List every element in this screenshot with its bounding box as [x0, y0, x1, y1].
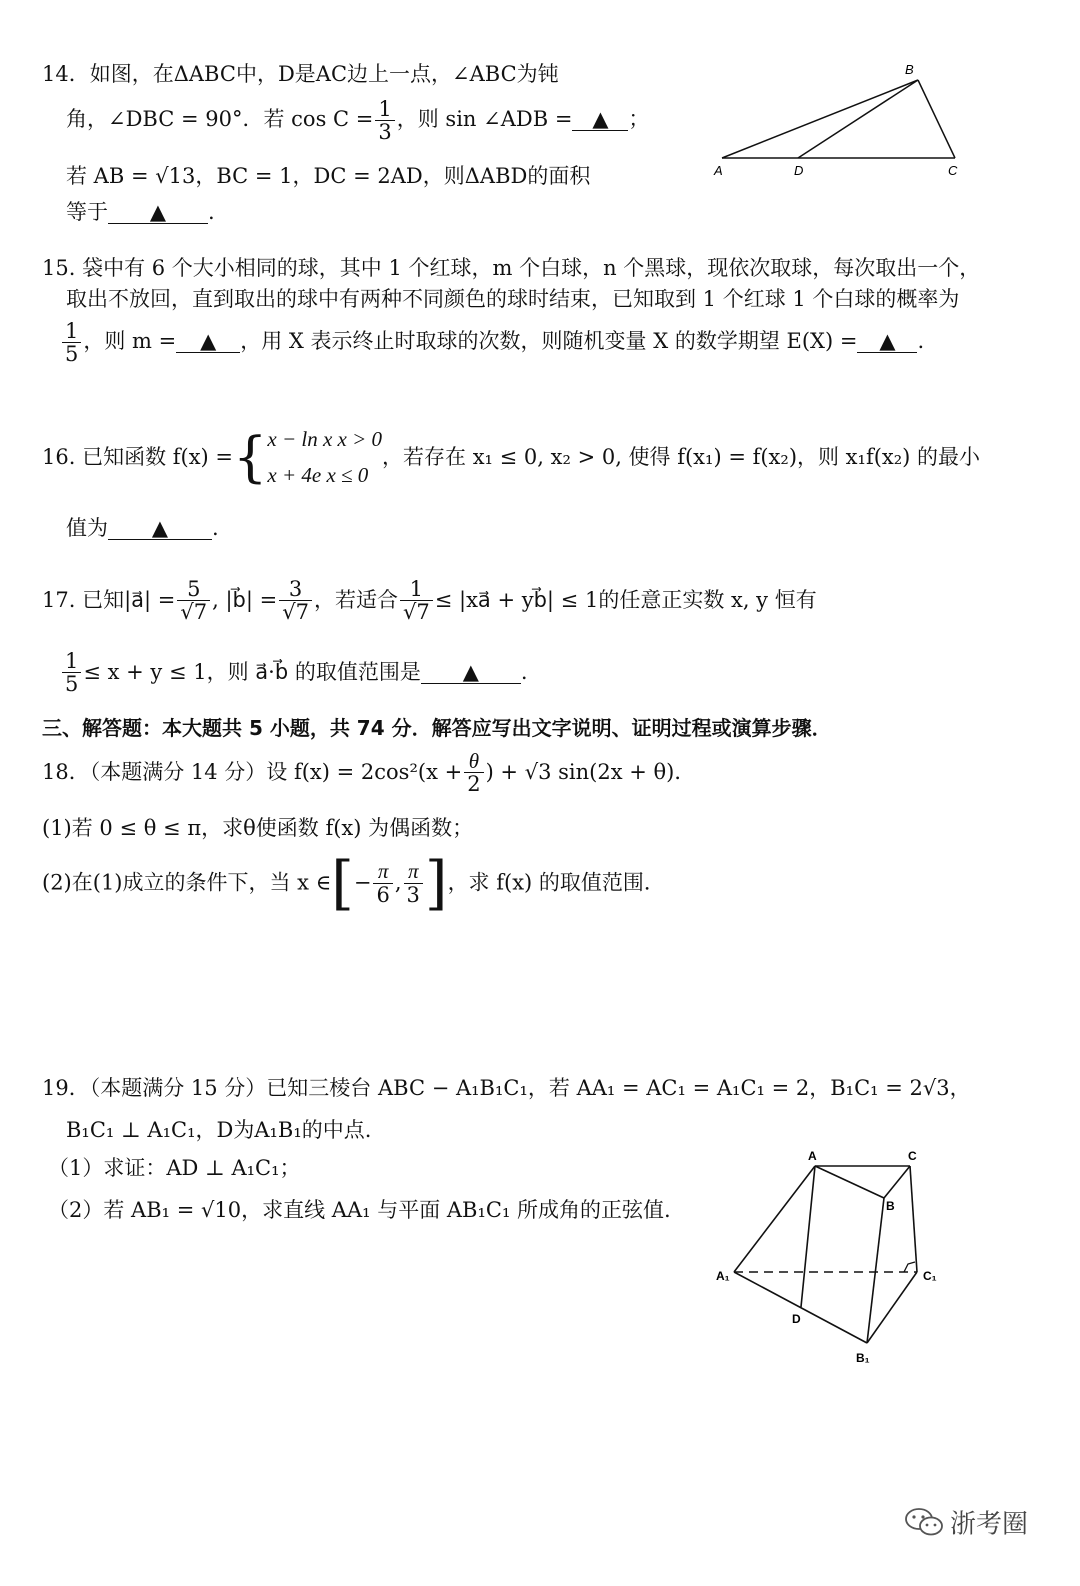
q18-interval-left [373, 860, 392, 905]
q15-line1: 15. 袋中有 6 个大小相同的球，其中 1 个红球，m 个白球，n 个黑球，现依次取球，每次取出一个， [42, 256, 981, 280]
q14-label-b: B [905, 62, 914, 77]
q16-line1 [42, 422, 980, 493]
q18-part2: (2)在(1)成立的条件下，当 x ∈[− $\frac{\pi}{6}$ , $\frac{\pi}{3}$ ]，求 f(x) 的取值范围． [42, 849, 665, 917]
q19-edge-ab [815, 1166, 884, 1198]
q14-line2-text-b: ，则 sin ∠ADB = [396, 107, 573, 132]
q19-label-c1: C₁ [923, 1269, 937, 1283]
q16-brace: { [233, 425, 268, 489]
q15-blank-1: ▲ [176, 331, 240, 353]
q19-edge-bc [884, 1166, 910, 1198]
q17-f2-den: √7 [282, 600, 309, 625]
q15-frac-den: 5 [65, 342, 79, 367]
q18-fraction [464, 750, 483, 795]
q18-line1 [42, 750, 695, 795]
q18-int-left-num: π [373, 860, 392, 883]
q17-f4-den: 5 [65, 672, 79, 697]
q16-line2-text: 值为 [66, 516, 108, 540]
q17-line1 [42, 578, 817, 623]
q18-line1-text-b: ) + √3 sin(2x + θ)． [485, 760, 696, 785]
q14-line4-text: 等于 [66, 200, 108, 224]
q17-f3-num: 1 [400, 578, 433, 601]
q17-fraction-3 [400, 578, 433, 623]
q19-frustum-figure [712, 1140, 952, 1370]
q14-label-c: C [948, 163, 958, 178]
q16-cases [267, 422, 382, 493]
q14-line4: 等于 ▲ . [66, 200, 215, 224]
q17-f4-num: 1 [62, 650, 81, 673]
q19-right-angle-mark [904, 1262, 915, 1272]
q14-fraction [375, 98, 394, 143]
q19-edge-cc1 [910, 1166, 917, 1272]
q14-segment-ab [722, 80, 918, 158]
q18-frac-den: 2 [467, 772, 481, 797]
q15-fraction [62, 320, 81, 365]
q16-prefix: 16. 已知函数 f(x) = [42, 445, 234, 470]
q14-blank-1: ▲ [572, 109, 628, 131]
q15-blank-2: ▲ [857, 331, 917, 353]
q14-label-d: D [794, 163, 804, 178]
q15-line3: $\frac{1}{5}$ ，则 m = ▲ ，用 X 表示终止时取球的次数，则随机变量 X 的数学期望 E(X) = ▲ . [60, 320, 924, 365]
q18-part2-text-b: ，求 f(x) 的取值范围． [447, 870, 665, 895]
q18-frac-num: θ [464, 750, 483, 773]
q18-part2-text-a: (2)在(1)成立的条件下，当 x ∈ [42, 870, 332, 895]
q14-frac-den: 3 [378, 120, 392, 145]
q16-suffix: ，若存在 x₁ ≤ 0, x₂ > 0, 使得 f(x₁) = f(x₂)，则 x₁f(x₂) 的最小 [382, 445, 981, 470]
q17-fraction-2 [279, 578, 312, 623]
q18-line1-text-a: 18．（本题满分 14 分）设 f(x) = 2cos²(x + [42, 760, 463, 785]
q17-line2-text: ≤ x + y ≤ 1，则 a⃗·b⃗ 的取值范围是 [83, 660, 421, 685]
q14-triangle-figure [710, 58, 970, 183]
q18-int-left-den: 6 [376, 882, 390, 907]
q16-line2: 值为 ▲ . [66, 516, 219, 540]
q19-edge-aa1 [734, 1166, 815, 1272]
q14-frac-num: 1 [375, 98, 394, 121]
q14-segment-bd [798, 80, 918, 158]
q19-part1: （1）求证：AD ⊥ A₁C₁； [48, 1156, 301, 1180]
q18-bracket-right: ] [424, 849, 448, 917]
q16-case-2: x + 4e x ≤ 0 [267, 462, 369, 487]
q15-line2: 取出不放回，直到取出的球中有两种不同颜色的球时结束，已知取到 1 个红球 1 个白球的概率为 [66, 287, 960, 311]
q18-int-right-num: π [404, 860, 423, 883]
q15-line3-text-a: ，则 m = [83, 329, 177, 354]
q17-f3-den: √7 [402, 600, 430, 625]
q15-line3-text-b: ，用 X 表示终止时取球的次数，则随机变量 X 的数学期望 E(X) = [240, 329, 858, 354]
q17-mid3: ，若适合 [313, 588, 398, 613]
q17-mid1: |a⃗| = [124, 588, 176, 613]
q19-label-d: D [792, 1312, 801, 1326]
q18-part1: (1)若 0 ≤ θ ≤ π，求θ使函数 f(x) 为偶函数； [42, 816, 474, 840]
q14-blank-2: ▲ [108, 202, 208, 224]
q17-f1-den: √7 [180, 600, 208, 625]
watermark [904, 1506, 1028, 1543]
q17-mid4: ≤ |xa⃗ + yb⃗| ≤ 1的任意正实数 x, y 恒有 [434, 588, 817, 613]
q16-blank: ▲ [108, 518, 212, 540]
q19-line1: 19．（本题满分 15 分）已知三棱台 ABC − A₁B₁C₁，若 AA₁ = AC₁ = A₁C₁ = 2，B₁C₁ = 2√3， [42, 1076, 971, 1100]
q19-line2: B₁C₁ ⊥ A₁C₁，D为A₁B₁的中点. [66, 1118, 372, 1142]
q14-line3: 若 AB = √13，BC = 1，DC = 2AD，则ΔABD的面积 [66, 164, 591, 188]
q16-case-1: x − ln x x > 0 [267, 427, 383, 451]
q18-bracket-left: [ [331, 849, 354, 917]
q14-line2: 角，∠DBC = 90°．若 cos C = $\frac{1}{3}$ ，则 sin ∠ADB = ▲ ； [66, 97, 650, 145]
q19-label-a1: A₁ [716, 1269, 730, 1283]
q14-segment-bc [918, 80, 955, 158]
q17-blank: ▲ [421, 662, 521, 684]
q14-line2-text-a: 角，∠DBC = 90°．若 cos C = [66, 107, 374, 132]
wechat-icon [904, 1506, 944, 1543]
q19-part2: （2）若 AB₁ = √10，求直线 AA₁ 与平面 AB₁C₁ 所成角的正弦值. [48, 1198, 671, 1222]
q17-f2-num: 3 [279, 578, 312, 601]
watermark-text: 浙考圈 [950, 1509, 1029, 1540]
q19-label-c: C [908, 1149, 917, 1163]
q17-f1-num: 5 [177, 578, 210, 601]
q18-interval-right [404, 860, 423, 905]
q14-line1: 14．如图，在ΔABC中，D是AC边上一点，∠ABC为钝 [42, 62, 559, 86]
q17-fraction-4 [62, 650, 81, 695]
q17-mid2: , |b⃗| = [212, 588, 278, 613]
q19-label-a: A [808, 1149, 817, 1163]
q19-label-b1: B₁ [856, 1351, 870, 1365]
q15-frac-num: 1 [62, 320, 81, 343]
q17-line2: $\frac{1}{5}$ ≤ x + y ≤ 1，则 a⃗·b⃗ 的取值范围是 ▲ . [60, 650, 528, 695]
q19-segment-ad [801, 1166, 815, 1307]
q17-fraction-1 [177, 578, 210, 623]
section-3-heading: 三、解答题：本大题共 5 小题，共 74 分．解答应写出文字说明、证明过程或演算步骤． [42, 716, 832, 740]
q18-int-right-den: 3 [406, 882, 420, 907]
q17-prefix: 17. 已知 [42, 588, 125, 613]
q19-label-b: B [886, 1199, 895, 1213]
q19-edge-a1b1 [734, 1272, 867, 1343]
q14-label-a: A [714, 163, 723, 178]
